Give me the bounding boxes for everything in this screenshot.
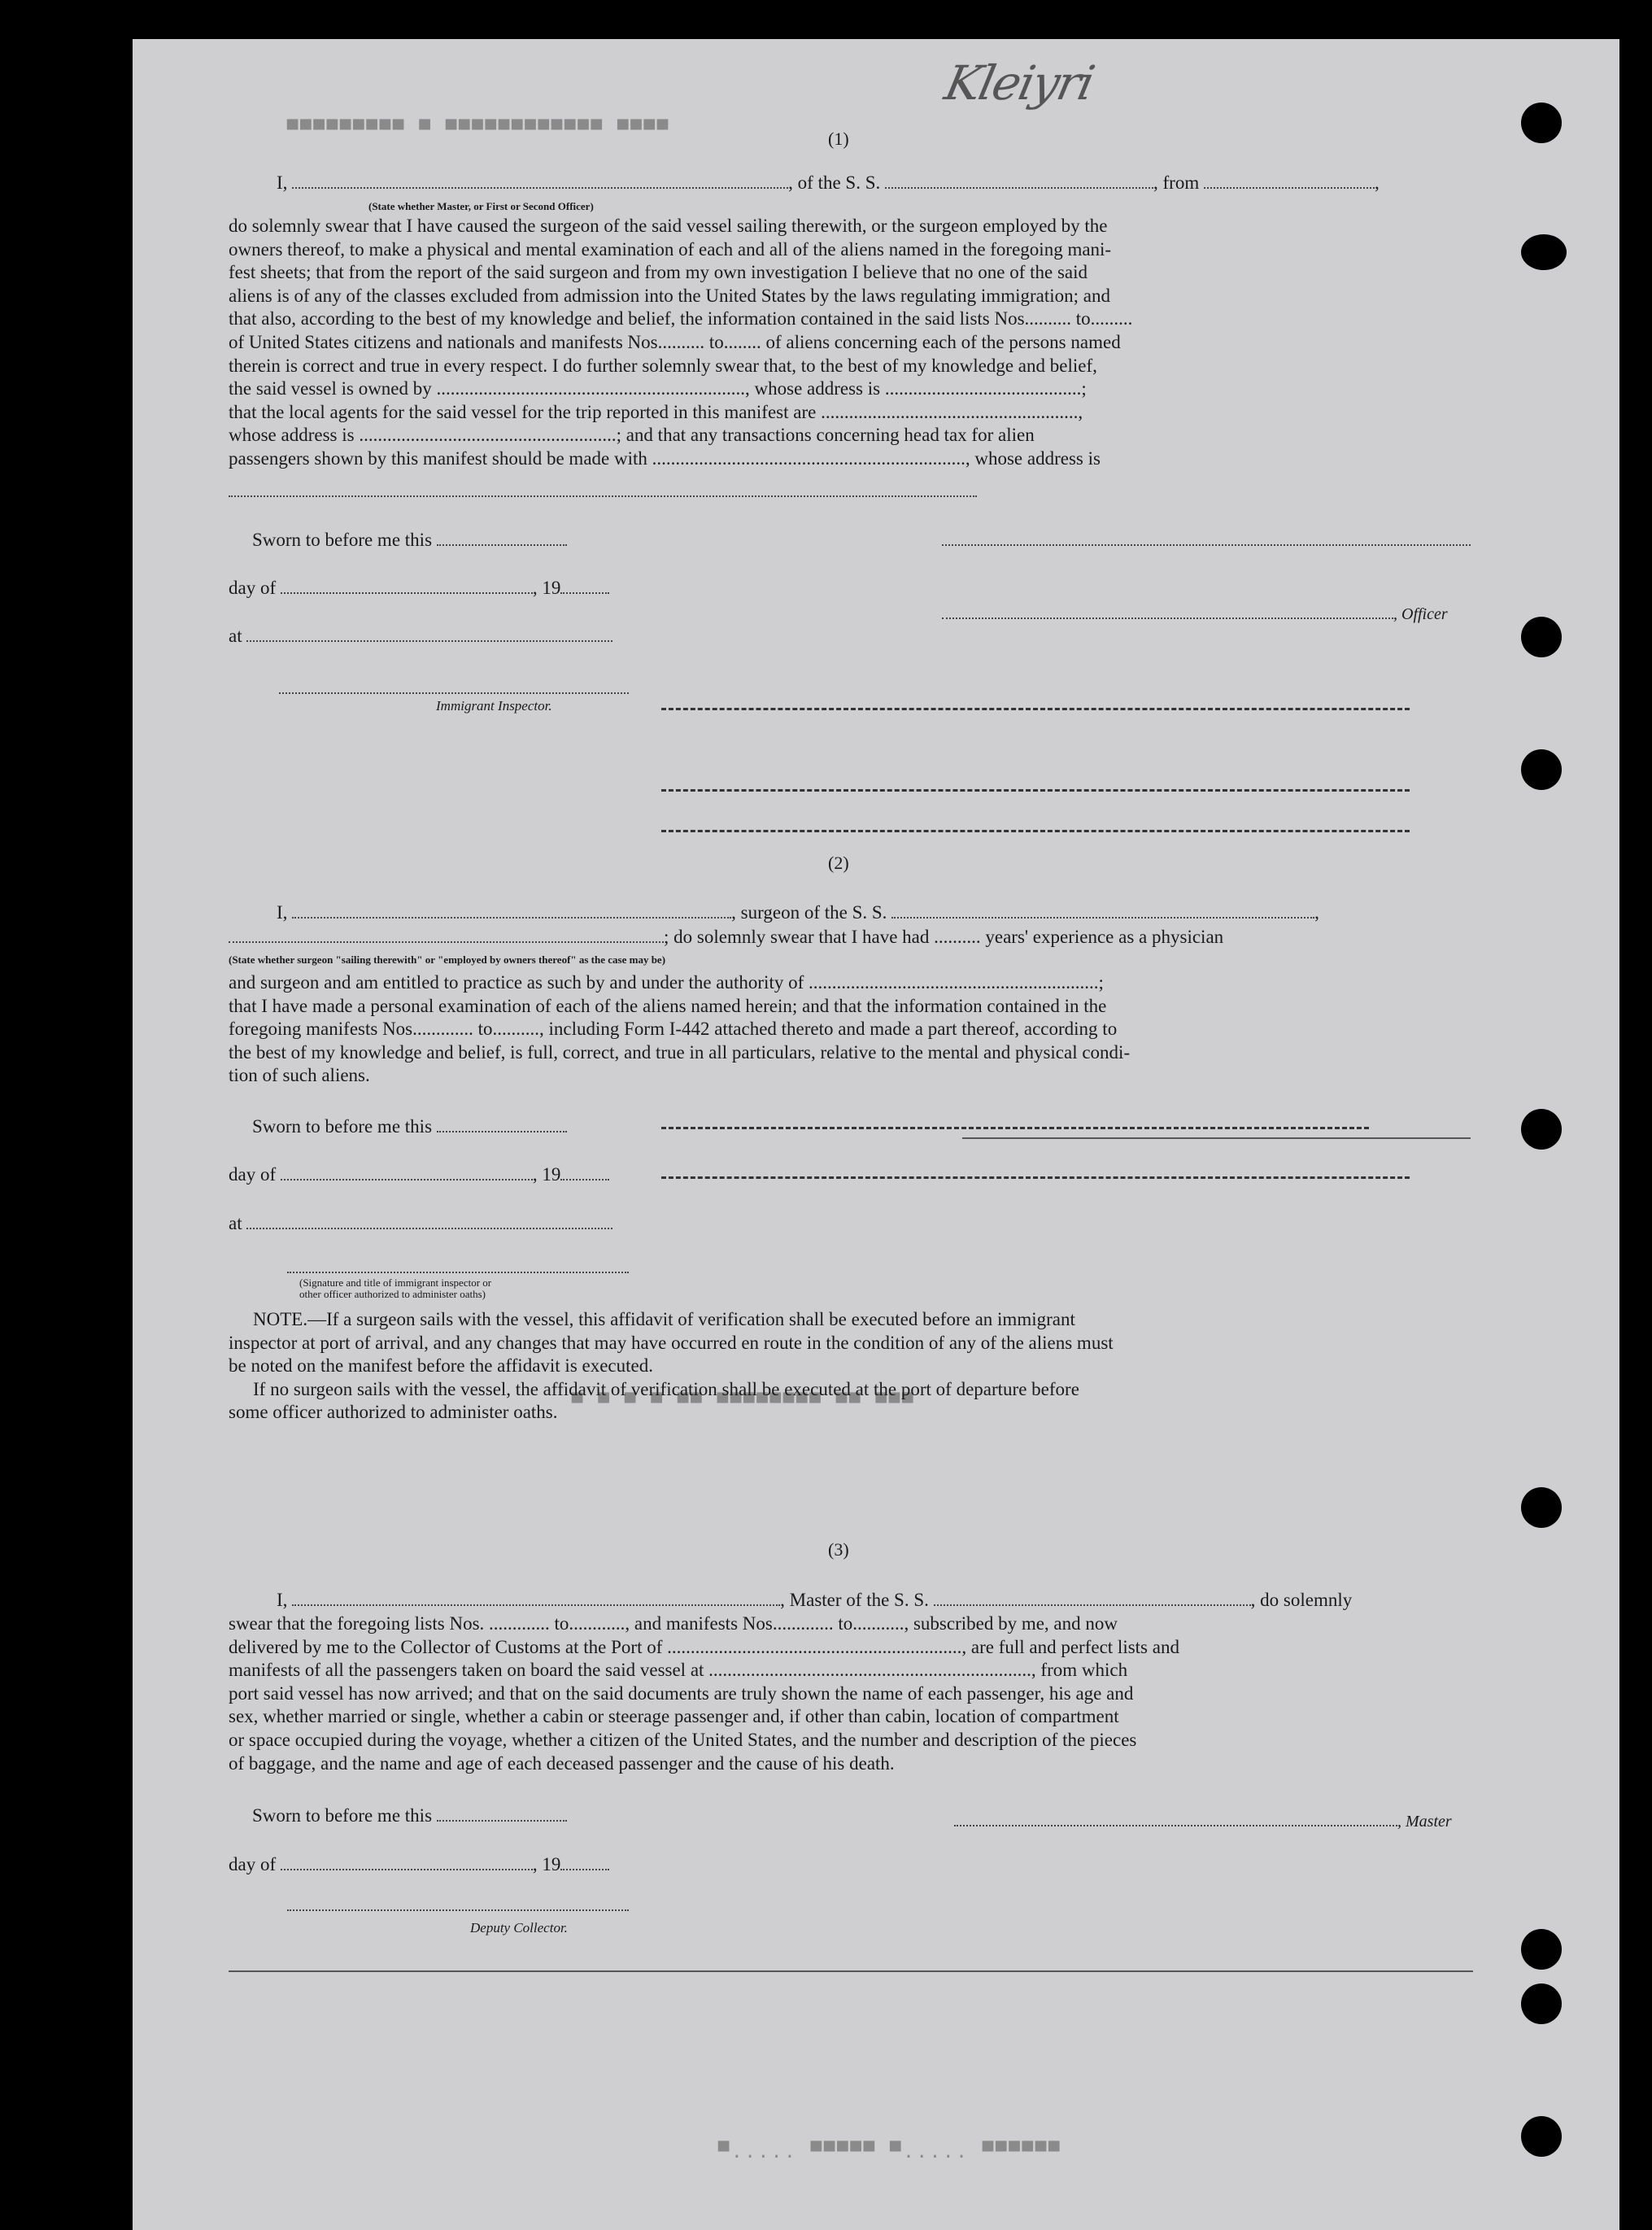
oath-line: delivered by me to the Collector of Customs at the Port of ..............................................................., are full and perfect lists and [229, 1636, 1179, 1657]
section-2-officer-line [962, 1137, 1471, 1139]
section-1-day-of: day of , 19 [229, 577, 609, 600]
section-3-oath-text [229, 1612, 1473, 1775]
oath-line: manifests of all the passengers taken on board the said vessel at ....................................................................., from which [229, 1660, 1128, 1681]
section-3-day-of: day of , 19 [229, 1853, 609, 1876]
section-2-surgeon-line: I, , surgeon of the S. S. , [277, 902, 1319, 923]
note-line: NOTE.—If a surgeon sails with the vessel, this affidavit of verification shall be executed before an immigrant [253, 1309, 1075, 1329]
section-2-sworn-label: Sworn to before me this [252, 1115, 567, 1138]
note-line: be noted on the manifest before the affidavit is executed. [229, 1355, 653, 1377]
oath-line: tion of such aliens. [229, 1065, 370, 1086]
section-2-surgeon-note: (State whether surgeon "sailing therewith" or "employed by owners thereof" as the case may be) [229, 954, 666, 966]
manifest-page [133, 39, 1619, 2230]
section-1-declarant-line: I, , of the S. S. , from , [277, 172, 1380, 193]
section-1-oath-text [229, 215, 1473, 471]
section-2-note [229, 1308, 1473, 1425]
binder-hole [1521, 234, 1567, 270]
oath-line: and surgeon and am entitled to practice as such by and under the authority of ..............................................................; [229, 972, 1104, 993]
binder-hole [1521, 1983, 1562, 2024]
oath-line: therein is correct and true in every respect. I do further solemnly swear that, to the best of my knowledge and belief, [229, 355, 1097, 376]
section-3-sworn-label: Sworn to before me this [252, 1805, 567, 1827]
section-1-officer-blank [942, 529, 1471, 552]
section-1-officer-signature: , Officer [942, 602, 1448, 626]
oath-line: whose address is .......................................................; and that any transactions concerning head tax for alien [229, 425, 1035, 446]
oath-line: the said vessel is owned by .................................................................., whose address is ..........................................; [229, 378, 1087, 399]
divider-dashed [661, 789, 1410, 792]
binder-hole [1521, 1487, 1562, 1528]
bleed-through-text: ▀..... ▀▀▀▀▀ ▀..... ▀▀▀▀▀▀ [718, 2142, 1062, 2162]
oath-line: that I have made a personal examination of each of the aliens named herein; and that the information contained in the [229, 995, 1107, 1016]
binder-hole [1521, 617, 1562, 657]
oath-line: of United States citizens and nationals and manifests Nos.......... to........ of aliens concerning each of the persons named [229, 331, 1121, 352]
bottom-rule [229, 1970, 1473, 1972]
divider-dashed [661, 1176, 1410, 1179]
section-1-number: (1) [828, 129, 849, 149]
oath-line: swear that the foregoing lists Nos. ............. to............, and manifests Nos............. to..........., subscribed by me, and now [229, 1613, 1118, 1634]
oath-line: of baggage, and the name and age of each deceased passenger and the cause of his death. [229, 1752, 895, 1774]
oath-line: or space occupied during the voyage, whether a citizen of the United States, and the number and description of the pieces [229, 1729, 1137, 1750]
oath-line: sex, whether married or single, whether a cabin or steerage passenger and, if other than cabin, location of compartment [229, 1706, 1119, 1727]
oath-line: fest sheets; that from the report of the said surgeon and from my own investigation I believe that no one of the said [229, 262, 1088, 283]
section-3-deputy-blank [287, 1894, 629, 1917]
address-blank [229, 480, 977, 503]
bleed-through-text: ▀ ▀ ▀ ▀ ▀▀ ▀▀▀▀▀▀▀▀ ▀▀ ▀▀▀ [572, 1394, 916, 1414]
oath-line: do solemnly swear that I have caused the surgeon of the said vessel sailing therewith, or the surgeon employed by the [229, 216, 1108, 236]
divider-dashed [661, 708, 1410, 710]
oath-line: that the local agents for the said vessel for the trip reported in this manifest are ......................................................., [229, 401, 1083, 422]
oath-line: foregoing manifests Nos............. to.........., including Form I-442 attached thereto and made a part thereof, according to [229, 1019, 1118, 1040]
section-2-day-of: day of , 19 [229, 1163, 609, 1186]
section-2-experience-line: ; do solemnly swear that I have had .......... years' experience as a physician [229, 926, 1223, 949]
binder-hole [1521, 1109, 1562, 1150]
divider-dashed [661, 830, 1410, 832]
binder-hole [1521, 103, 1562, 143]
binder-hole [1521, 2116, 1562, 2157]
section-3-number: (3) [828, 1539, 849, 1560]
handwritten-signature: Kleiyri [939, 55, 1099, 111]
section-2-sig-blank [287, 1256, 629, 1279]
sig-note-line: (Signature and title of immigrant inspector or [299, 1276, 492, 1289]
sig-note-line: other officer authorized to administer oaths) [299, 1288, 486, 1300]
section-3-master-signature: , Master [954, 1809, 1452, 1833]
oath-line: aliens is of any of the classes excluded from admission into the United States by the laws regulating immigration; and [229, 285, 1110, 306]
section-2-number: (2) [828, 853, 849, 873]
section-3-deputy-label: Deputy Collector. [470, 1920, 568, 1935]
section-1-at: at [229, 625, 612, 648]
bleed-through-text: ▀▀▀▀▀▀▀▀▀ ▀ ▀▀▀▀▀▀▀▀▀▀▀▀ ▀▀▀▀ [287, 120, 671, 141]
note-line: some officer authorized to administer oaths. [229, 1402, 558, 1423]
oath-line: port said vessel has now arrived; and that on the said documents are truly shown the name of each passenger, his age and [229, 1682, 1134, 1704]
section-2-sig-note [299, 1277, 491, 1300]
section-3-master-line: I, , Master of the S. S. , do solemnly [277, 1590, 1353, 1610]
section-2-oath-text [229, 971, 1473, 1088]
section-2-at: at [229, 1212, 612, 1235]
oath-line: the best of my knowledge and belief, is full, correct, and true in all particulars, relative to the mental and physical condi- [229, 1041, 1131, 1063]
section-1-inspector-label: Immigrant Inspector. [436, 698, 552, 714]
oath-line: that also, according to the best of my knowledge and belief, the information contained in the said lists Nos.......... to......... [229, 308, 1133, 329]
binder-hole [1521, 1929, 1562, 1970]
oath-line: passengers shown by this manifest should be made with ..................................................................., whose address is [229, 447, 1101, 469]
note-line: If no surgeon sails with the vessel, the affidavit of verification shall be executed at the port of departure before [253, 1378, 1079, 1399]
divider-dashed [661, 1127, 1369, 1129]
oath-line: owners thereof, to make a physical and mental examination of each and all of the aliens named in the foregoing mani- [229, 238, 1112, 260]
section-1-declarant-note: (State whether Master, or First or Second Officer) [368, 200, 594, 212]
section-1-sworn-label: Sworn to before me this [252, 529, 567, 552]
binder-hole [1521, 749, 1562, 790]
note-line: inspector at port of arrival, and any changes that may have occurred en route in the condition of any of the aliens must [229, 1332, 1114, 1353]
